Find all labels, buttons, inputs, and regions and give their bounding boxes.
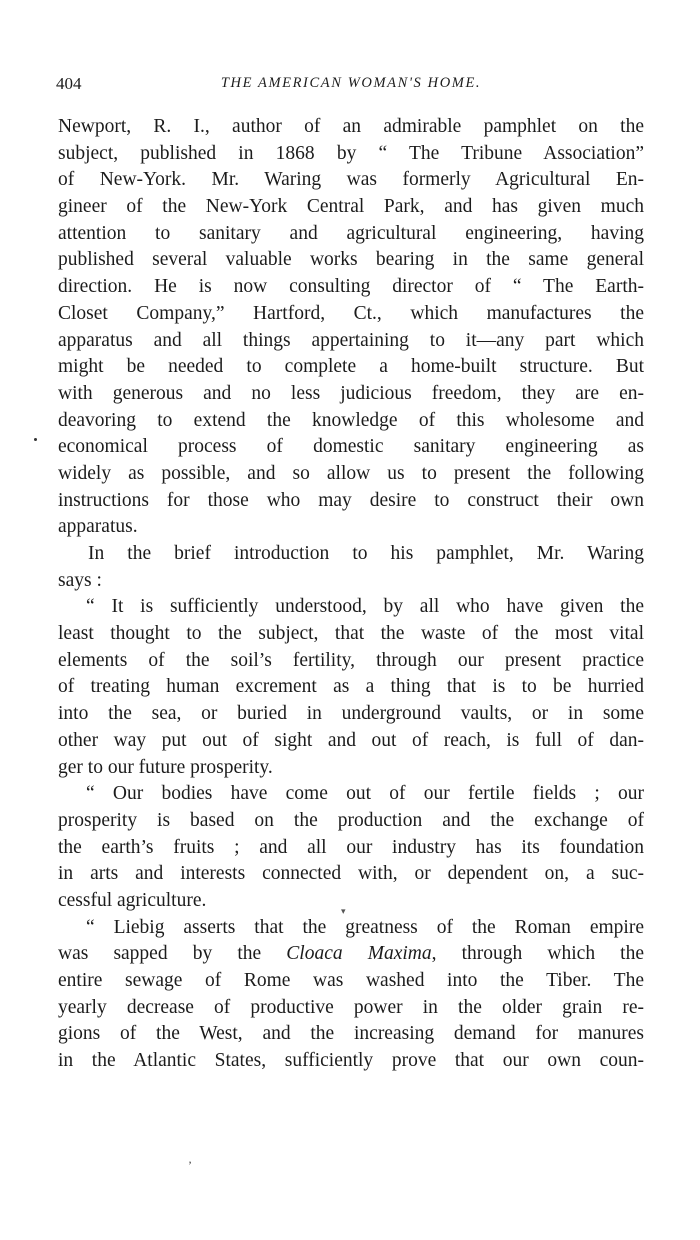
running-head: THE AMERICAN WOMAN'S HOME.	[220, 75, 482, 91]
text-line: other way put out of sight and out of reach, is full of dan-	[58, 729, 644, 751]
text-line: entire sewage of Rome was washed into the Tiber. The	[58, 970, 644, 991]
text-line: deavoring to extend the knowledge of this wholesome and	[58, 409, 644, 431]
text-line: economical process of domestic sanitary engineering as	[58, 436, 644, 458]
text-line: “ It is sufficiently understood, by all who have given the	[86, 596, 644, 618]
text-line: yearly decrease of productive power in the older grain re-	[58, 996, 644, 1018]
stray-ink-dot	[34, 438, 37, 441]
text-line: instructions for those who may desire to construct their own	[58, 489, 644, 511]
text-line: least thought to the subject, that the waste of the most vital	[58, 623, 644, 645]
stray-ink-mark: ’	[188, 1158, 192, 1172]
stray-ink-mark: ▾	[341, 906, 346, 916]
text-line: gineer of the New-York Central Park, and has given much	[58, 196, 644, 218]
page-header	[56, 74, 646, 98]
text-line: with generous and no less judicious freedom, they are en-	[58, 382, 644, 404]
text-line: ger to our future prosperity.	[58, 756, 273, 778]
text-line: into the sea, or buried in underground vaults, or in some	[58, 703, 644, 725]
text-line: Closet Company,” Hartford, Ct., which manufactures the	[58, 302, 644, 324]
text-line: cessful agriculture.	[58, 889, 207, 911]
text-line: apparatus and all things appertaining to it—any part which	[58, 329, 644, 351]
text-line: of New-York. Mr. Waring was formerly Agricultural En-	[58, 169, 644, 191]
text-line: direction. He is now consulting director of “ The Earth-	[58, 276, 644, 298]
text-line: published several valuable works bearing in the same general	[58, 249, 644, 271]
text-line: prosperity is based on the production and the exchange of	[58, 809, 644, 831]
text-line: of treating human excrement as a thing that is to be hurried	[58, 676, 644, 698]
text-line: attention to sanitary and agricultural engineering, having	[58, 222, 644, 244]
text-line: “ Our bodies have come out of our fertile fields ; our	[86, 783, 644, 805]
text-line: In the brief introduction to his pamphlet, Mr. Waring	[88, 543, 644, 564]
italic-phrase: Cloaca Maxima	[286, 943, 432, 965]
page-number: 404	[56, 74, 82, 93]
text-line-with-italic	[58, 941, 644, 968]
text-segment: , through which the	[431, 943, 645, 965]
text-line: widely as possible, and so allow us to present the following	[58, 462, 644, 484]
text-line: the earth’s fruits ; and all our industry has its foundation	[58, 836, 644, 858]
text-line: subject, published in 1868 by “ The Tribune Association”	[58, 142, 644, 164]
text-line: elements of the soil’s fertility, through our present practice	[58, 649, 644, 671]
text-line: in arts and interests connected with, or dependent on, a suc-	[58, 863, 644, 885]
text-line: says :	[58, 569, 102, 591]
text-line: apparatus.	[58, 516, 138, 538]
text-line: “ Liebig asserts that the greatness of the Roman empire	[86, 916, 644, 938]
text-line: gions of the West, and the increasing demand for manures	[58, 1023, 644, 1045]
text-segment: was sapped by the	[58, 943, 287, 965]
text-line: in the Atlantic States, sufficiently prove that our own coun-	[58, 1050, 644, 1072]
text-line: Newport, R. I., author of an admirable pamphlet on the	[58, 116, 644, 137]
body-text	[58, 114, 644, 1075]
text-line: might be needed to complete a home-built structure. But	[58, 356, 644, 378]
